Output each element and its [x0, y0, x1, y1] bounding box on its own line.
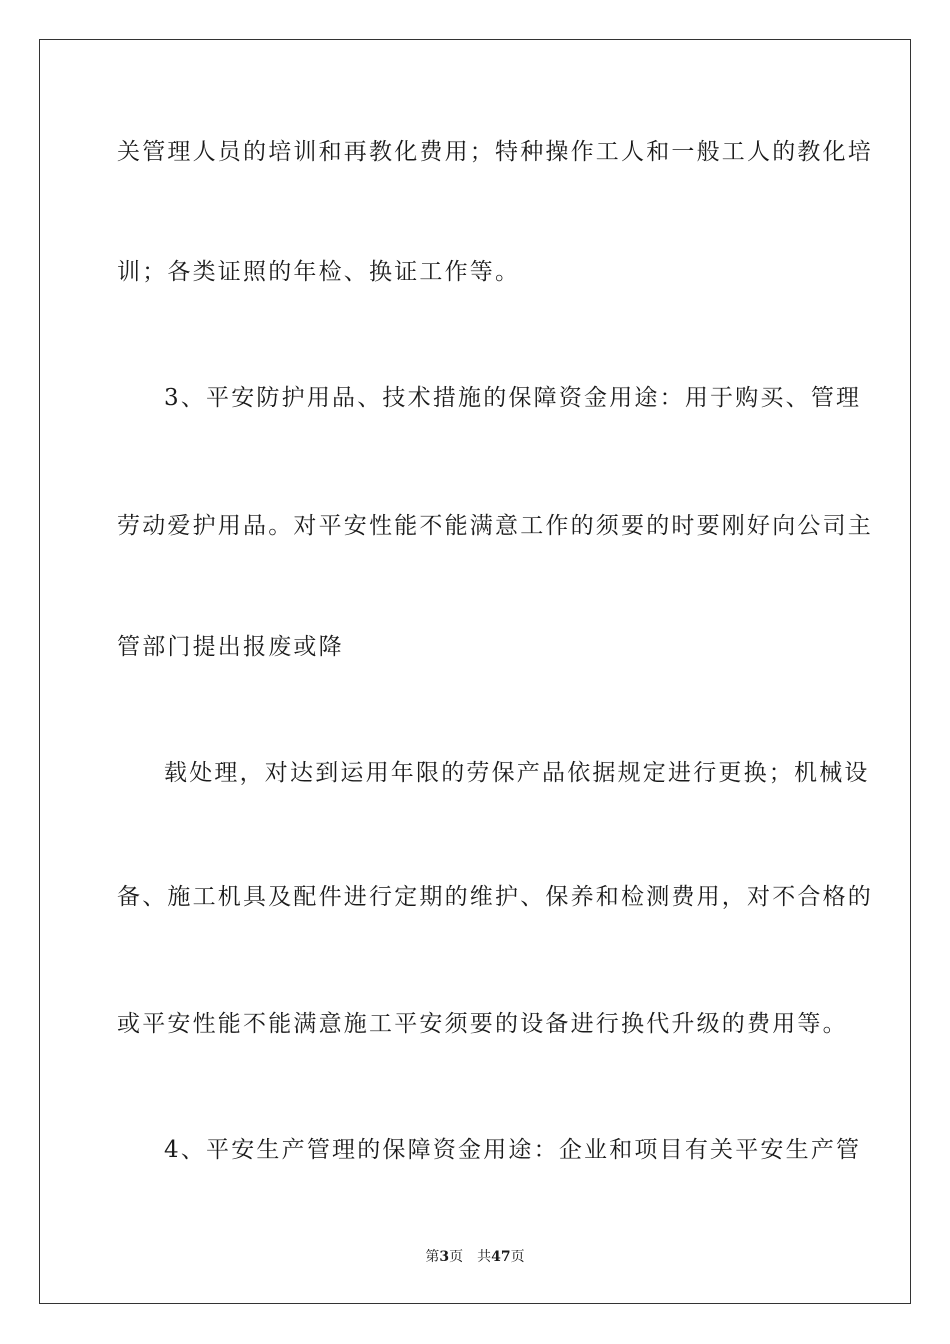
body-text-line: 备、施工机具及配件进行定期的维护、保养和检测费用，对不合格的 [117, 884, 873, 910]
body-text-line: 关管理人员的培训和再教化费用；特种操作工人和一般工人的教化培 [117, 139, 873, 165]
page-prefix: 第 [425, 1249, 440, 1265]
total-pages: 47 [491, 1249, 511, 1265]
body-text-line: 管部门提出报废或降 [117, 634, 344, 660]
body-text-line: 劳动爱护用品。对平安性能不能满意工作的须要的时要刚好向公司主 [117, 513, 873, 539]
total-prefix: 共 [477, 1249, 492, 1265]
page-border [39, 39, 911, 1304]
body-text-line: 或平安性能不能满意施工平安须要的设备进行换代升级的费用等。 [117, 1011, 848, 1037]
page-number: 3 [439, 1249, 450, 1265]
total-suffix: 页 [510, 1249, 525, 1265]
body-text-line: 载处理，对达到运用年限的劳保产品依据规定进行更换；机械设 [164, 760, 870, 786]
body-text-line: 训；各类证照的年检、换证工作等。 [117, 259, 521, 285]
page-suffix: 页 [449, 1249, 464, 1265]
body-text-line: 3、平安防护用品、技术措施的保障资金用途：用于购买、管理 [164, 385, 862, 411]
page-footer [0, 1248, 950, 1266]
body-text-line: 4、平安生产管理的保障资金用途：企业和项目有关平安生产管 [164, 1137, 862, 1163]
